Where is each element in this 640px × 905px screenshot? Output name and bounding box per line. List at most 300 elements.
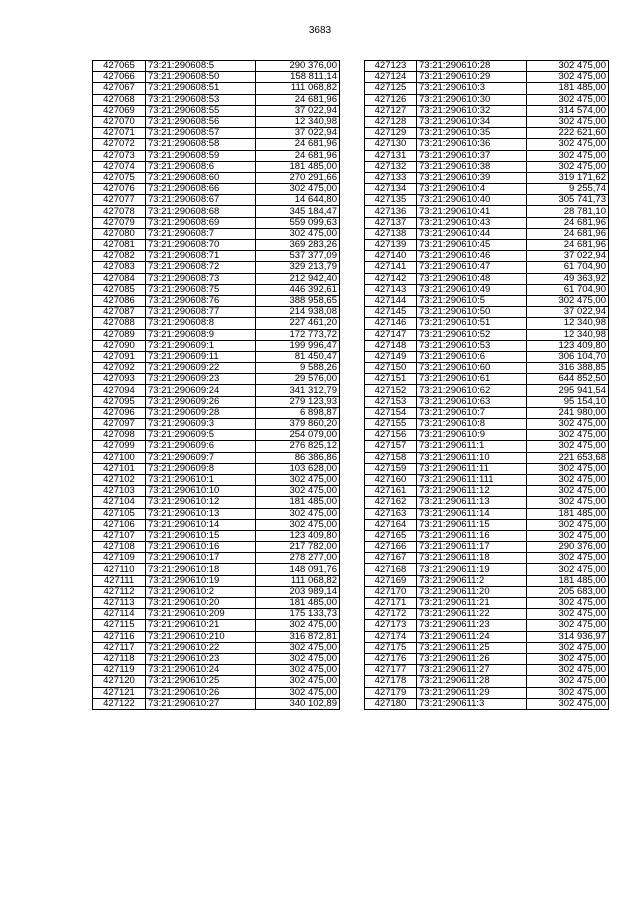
cadastral-value: 306 104,70 xyxy=(527,351,609,362)
cadastral-number: 73:21:290610:17 xyxy=(146,553,256,564)
cadastral-number: 73:21:290610:43 xyxy=(417,217,527,228)
table-row xyxy=(93,385,340,396)
cadastral-number: 73:21:290610:49 xyxy=(417,284,527,295)
cadastral-value: 302 475,00 xyxy=(527,72,609,83)
cadastral-value: 302 475,00 xyxy=(527,61,609,72)
table-row xyxy=(93,128,340,139)
cadastral-number: 73:21:290610:209 xyxy=(146,609,256,620)
cadastral-value: 302 475,00 xyxy=(527,609,609,620)
cadastral-number: 73:21:290611:11 xyxy=(417,463,527,474)
cadastral-value: 24 681,96 xyxy=(527,240,609,251)
table-row xyxy=(93,150,340,161)
cadastral-value: 316 388,85 xyxy=(527,363,609,374)
cadastral-value: 222 621,60 xyxy=(527,128,609,139)
cadastral-value: 24 681,96 xyxy=(527,217,609,228)
cadastral-number: 73:21:290609:28 xyxy=(146,407,256,418)
table-row xyxy=(93,284,340,295)
cadastral-value: 388 958,65 xyxy=(256,295,340,306)
table-row xyxy=(365,564,609,575)
row-number: 427096 xyxy=(93,407,146,418)
table-row xyxy=(365,374,609,385)
row-number: 427117 xyxy=(93,642,146,653)
row-number: 427077 xyxy=(93,195,146,206)
cadastral-number: 73:21:290611:22 xyxy=(417,609,527,620)
cadastral-value: 302 475,00 xyxy=(527,553,609,564)
table-row xyxy=(93,508,340,519)
cadastral-value: 37 022,94 xyxy=(256,128,340,139)
cadastral-number: 73:21:290608:6 xyxy=(146,161,256,172)
cadastral-number: 73:21:290610:40 xyxy=(417,195,527,206)
cadastral-number: 73:21:290610:2 xyxy=(146,586,256,597)
cadastral-value: 305 741,73 xyxy=(527,195,609,206)
table-row xyxy=(365,396,609,407)
row-number: 427099 xyxy=(93,441,146,452)
cadastral-number: 73:21:290611:111 xyxy=(417,474,527,485)
table-row xyxy=(365,251,609,262)
row-number: 427106 xyxy=(93,519,146,530)
cadastral-number: 73:21:290609:5 xyxy=(146,430,256,441)
cadastral-value: 302 475,00 xyxy=(527,441,609,452)
table-row xyxy=(365,83,609,94)
table-row xyxy=(93,575,340,586)
cadastral-value: 302 475,00 xyxy=(256,687,340,698)
cadastral-number: 73:21:290610:15 xyxy=(146,530,256,541)
cadastral-number: 73:21:290609:6 xyxy=(146,441,256,452)
row-number: 427078 xyxy=(93,206,146,217)
table-row xyxy=(93,407,340,418)
row-number: 427081 xyxy=(93,240,146,251)
table-row xyxy=(365,676,609,687)
table-row xyxy=(93,228,340,239)
table-row xyxy=(93,94,340,105)
cadastral-value: 302 475,00 xyxy=(527,530,609,541)
table-row xyxy=(365,609,609,620)
cadastral-value: 86 386,86 xyxy=(256,452,340,463)
cadastral-value: 103 628,00 xyxy=(256,463,340,474)
table-row xyxy=(365,273,609,284)
cadastral-number: 73:21:290610:30 xyxy=(417,94,527,105)
table-row xyxy=(93,463,340,474)
cadastral-number: 73:21:290611:18 xyxy=(417,553,527,564)
cadastral-value: 9 255,74 xyxy=(527,184,609,195)
cadastral-number: 73:21:290611:25 xyxy=(417,642,527,653)
cadastral-number: 73:21:290611:24 xyxy=(417,631,527,642)
cadastral-number: 73:21:290611:19 xyxy=(417,564,527,575)
cadastral-number: 73:21:290611:12 xyxy=(417,486,527,497)
row-number: 427092 xyxy=(93,363,146,374)
row-number: 427085 xyxy=(93,284,146,295)
row-number: 427075 xyxy=(93,172,146,183)
row-number: 427163 xyxy=(365,508,417,519)
table-row xyxy=(365,653,609,664)
cadastral-number: 73:21:290608:57 xyxy=(146,128,256,139)
table-row xyxy=(93,441,340,452)
table-row xyxy=(365,150,609,161)
row-number: 427175 xyxy=(365,642,417,653)
row-number: 427112 xyxy=(93,586,146,597)
table-row xyxy=(365,72,609,83)
row-number: 427144 xyxy=(365,295,417,306)
cadastral-value: 279 123,93 xyxy=(256,396,340,407)
table-row xyxy=(93,519,340,530)
cadastral-value: 181 485,00 xyxy=(527,83,609,94)
cadastral-value: 302 475,00 xyxy=(527,295,609,306)
cadastral-number: 73:21:290609:22 xyxy=(146,363,256,374)
cadastral-value: 24 681,96 xyxy=(256,94,340,105)
cadastral-value: 61 704,90 xyxy=(527,284,609,295)
cadastral-value: 205 683,00 xyxy=(527,586,609,597)
table-row xyxy=(365,698,609,709)
cadastral-number: 73:21:290609:7 xyxy=(146,452,256,463)
row-number: 427146 xyxy=(365,318,417,329)
cadastral-number: 73:21:290610:21 xyxy=(146,620,256,631)
row-number: 427091 xyxy=(93,351,146,362)
table-row xyxy=(365,94,609,105)
row-number: 427127 xyxy=(365,105,417,116)
cadastral-number: 73:21:290611:23 xyxy=(417,620,527,631)
cadastral-number: 73:21:290610:63 xyxy=(417,396,527,407)
cadastral-value: 302 475,00 xyxy=(527,419,609,430)
row-number: 427068 xyxy=(93,94,146,105)
cadastral-number: 73:21:290610:12 xyxy=(146,497,256,508)
table-row xyxy=(365,195,609,206)
cadastral-value: 290 376,00 xyxy=(527,542,609,553)
row-number: 427176 xyxy=(365,653,417,664)
cadastral-number: 73:21:290610:10 xyxy=(146,486,256,497)
table-row xyxy=(365,262,609,273)
cadastral-number: 73:21:290611:14 xyxy=(417,508,527,519)
cadastral-number: 73:21:290610:27 xyxy=(146,698,256,709)
table-row xyxy=(365,284,609,295)
cadastral-value: 302 475,00 xyxy=(527,642,609,653)
table-row xyxy=(365,419,609,430)
cadastral-value: 12 340,98 xyxy=(256,116,340,127)
row-number: 427108 xyxy=(93,542,146,553)
table-row xyxy=(93,676,340,687)
cadastral-number: 73:21:290610:45 xyxy=(417,240,527,251)
row-number: 427082 xyxy=(93,251,146,262)
cadastral-value: 302 475,00 xyxy=(527,474,609,485)
cadastral-value: 302 475,00 xyxy=(256,620,340,631)
row-number: 427173 xyxy=(365,620,417,631)
table-row xyxy=(365,519,609,530)
cadastral-number: 73:21:290610:14 xyxy=(146,519,256,530)
cadastral-value: 345 184,47 xyxy=(256,206,340,217)
row-number: 427138 xyxy=(365,228,417,239)
cadastral-number: 73:21:290608:55 xyxy=(146,105,256,116)
cadastral-value: 172 773,72 xyxy=(256,329,340,340)
table-row xyxy=(93,273,340,284)
row-number: 427128 xyxy=(365,116,417,127)
table-row xyxy=(93,262,340,273)
row-number: 427125 xyxy=(365,83,417,94)
cadastral-number: 73:21:290610:26 xyxy=(146,687,256,698)
row-number: 427152 xyxy=(365,385,417,396)
cadastral-number: 73:21:290608:59 xyxy=(146,150,256,161)
cadastral-value: 203 989,14 xyxy=(256,586,340,597)
cadastral-number: 73:21:290611:16 xyxy=(417,530,527,541)
row-number: 427156 xyxy=(365,430,417,441)
cadastral-value: 302 475,00 xyxy=(256,474,340,485)
cadastral-number: 73:21:290611:28 xyxy=(417,676,527,687)
cadastral-number: 73:21:290610:22 xyxy=(146,642,256,653)
row-number: 427180 xyxy=(365,698,417,709)
registry-table-right-body xyxy=(365,61,609,710)
cadastral-value: 559 099,63 xyxy=(256,217,340,228)
cadastral-value: 302 475,00 xyxy=(256,184,340,195)
table-row xyxy=(365,530,609,541)
table-row xyxy=(93,653,340,664)
cadastral-number: 73:21:290608:60 xyxy=(146,172,256,183)
table-row xyxy=(365,228,609,239)
row-number: 427094 xyxy=(93,385,146,396)
row-number: 427134 xyxy=(365,184,417,195)
table-row xyxy=(365,687,609,698)
cadastral-value: 181 485,00 xyxy=(256,497,340,508)
cadastral-value: 644 852,50 xyxy=(527,374,609,385)
row-number: 427080 xyxy=(93,228,146,239)
row-number: 427145 xyxy=(365,307,417,318)
row-number: 427164 xyxy=(365,519,417,530)
row-number: 427086 xyxy=(93,295,146,306)
cadastral-number: 73:21:290610:52 xyxy=(417,329,527,340)
table-row xyxy=(93,374,340,385)
cadastral-number: 73:21:290608:8 xyxy=(146,318,256,329)
row-number: 427120 xyxy=(93,676,146,687)
cadastral-value: 302 475,00 xyxy=(527,161,609,172)
cadastral-number: 73:21:290610:46 xyxy=(417,251,527,262)
cadastral-value: 319 171,62 xyxy=(527,172,609,183)
cadastral-number: 73:21:290610:20 xyxy=(146,598,256,609)
cadastral-value: 278 277,00 xyxy=(256,553,340,564)
cadastral-value: 24 681,96 xyxy=(527,228,609,239)
cadastral-number: 73:21:290610:3 xyxy=(417,83,527,94)
row-number: 427123 xyxy=(365,61,417,72)
table-row xyxy=(365,240,609,251)
cadastral-number: 73:21:290611:27 xyxy=(417,665,527,676)
cadastral-value: 302 475,00 xyxy=(527,94,609,105)
cadastral-number: 73:21:290611:13 xyxy=(417,497,527,508)
cadastral-value: 379 860,20 xyxy=(256,419,340,430)
row-number: 427097 xyxy=(93,419,146,430)
cadastral-value: 302 475,00 xyxy=(527,564,609,575)
row-number: 427084 xyxy=(93,273,146,284)
cadastral-number: 73:21:290608:75 xyxy=(146,284,256,295)
cadastral-value: 24 681,96 xyxy=(256,139,340,150)
table-row xyxy=(93,206,340,217)
row-number: 427171 xyxy=(365,598,417,609)
cadastral-number: 73:21:290610:41 xyxy=(417,206,527,217)
table-row xyxy=(93,631,340,642)
table-row xyxy=(93,564,340,575)
cadastral-value: 212 942,40 xyxy=(256,273,340,284)
table-row xyxy=(93,184,340,195)
row-number: 427121 xyxy=(93,687,146,698)
table-row xyxy=(93,116,340,127)
row-number: 427140 xyxy=(365,251,417,262)
cadastral-number: 73:21:290610:34 xyxy=(417,116,527,127)
cadastral-value: 295 941,54 xyxy=(527,385,609,396)
cadastral-number: 73:21:290610:53 xyxy=(417,340,527,351)
row-number: 427113 xyxy=(93,598,146,609)
cadastral-number: 73:21:290610:62 xyxy=(417,385,527,396)
row-number: 427111 xyxy=(93,575,146,586)
row-number: 427161 xyxy=(365,486,417,497)
table-row xyxy=(93,139,340,150)
row-number: 427153 xyxy=(365,396,417,407)
table-row xyxy=(365,542,609,553)
cadastral-value: 28 781,10 xyxy=(527,206,609,217)
row-number: 427122 xyxy=(93,698,146,709)
cadastral-value: 302 475,00 xyxy=(256,486,340,497)
table-row xyxy=(93,251,340,262)
table-row xyxy=(365,407,609,418)
row-number: 427070 xyxy=(93,116,146,127)
row-number: 427158 xyxy=(365,452,417,463)
table-row xyxy=(93,542,340,553)
row-number: 427093 xyxy=(93,374,146,385)
cadastral-value: 61 704,90 xyxy=(527,262,609,273)
table-row xyxy=(365,116,609,127)
cadastral-number: 73:21:290611:10 xyxy=(417,452,527,463)
cadastral-number: 73:21:290608:69 xyxy=(146,217,256,228)
row-number: 427071 xyxy=(93,128,146,139)
row-number: 427090 xyxy=(93,340,146,351)
table-row xyxy=(93,553,340,564)
table-row xyxy=(93,609,340,620)
table-row xyxy=(365,631,609,642)
table-row xyxy=(93,295,340,306)
row-number: 427131 xyxy=(365,150,417,161)
cadastral-value: 302 475,00 xyxy=(256,653,340,664)
cadastral-number: 73:21:290609:23 xyxy=(146,374,256,385)
cadastral-value: 302 475,00 xyxy=(527,653,609,664)
cadastral-value: 276 825,12 xyxy=(256,441,340,452)
cadastral-value: 12 340,98 xyxy=(527,318,609,329)
cadastral-number: 73:21:290610:7 xyxy=(417,407,527,418)
cadastral-number: 73:21:290609:8 xyxy=(146,463,256,474)
cadastral-value: 14 644,80 xyxy=(256,195,340,206)
cadastral-number: 73:21:290610:1 xyxy=(146,474,256,485)
row-number: 427115 xyxy=(93,620,146,631)
table-row xyxy=(93,340,340,351)
row-number: 427141 xyxy=(365,262,417,273)
row-number: 427129 xyxy=(365,128,417,139)
cadastral-number: 73:21:290610:38 xyxy=(417,161,527,172)
cadastral-number: 73:21:290610:29 xyxy=(417,72,527,83)
row-number: 427154 xyxy=(365,407,417,418)
row-number: 427079 xyxy=(93,217,146,228)
cadastral-value: 29 576,00 xyxy=(256,374,340,385)
registry-table-left-body xyxy=(93,61,340,710)
cadastral-value: 123 409,80 xyxy=(256,530,340,541)
row-number: 427074 xyxy=(93,161,146,172)
cadastral-value: 111 068,82 xyxy=(256,83,340,94)
cadastral-value: 302 475,00 xyxy=(256,665,340,676)
cadastral-number: 73:21:290608:51 xyxy=(146,83,256,94)
row-number: 427167 xyxy=(365,553,417,564)
row-number: 427110 xyxy=(93,564,146,575)
cadastral-number: 73:21:290610:25 xyxy=(146,676,256,687)
cadastral-value: 446 392,61 xyxy=(256,284,340,295)
cadastral-number: 73:21:290608:53 xyxy=(146,94,256,105)
row-number: 427162 xyxy=(365,497,417,508)
cadastral-value: 302 475,00 xyxy=(527,139,609,150)
cadastral-number: 73:21:290608:70 xyxy=(146,240,256,251)
cadastral-value: 221 653,68 xyxy=(527,452,609,463)
row-number: 427087 xyxy=(93,307,146,318)
cadastral-value: 314 936,97 xyxy=(527,631,609,642)
cadastral-value: 340 102,89 xyxy=(256,698,340,709)
row-number: 427065 xyxy=(93,61,146,72)
table-row xyxy=(93,586,340,597)
table-row xyxy=(365,463,609,474)
cadastral-value: 341 312,79 xyxy=(256,385,340,396)
row-number: 427088 xyxy=(93,318,146,329)
registry-table-left xyxy=(92,60,340,710)
table-row xyxy=(365,385,609,396)
cadastral-value: 214 938,08 xyxy=(256,307,340,318)
row-number: 427174 xyxy=(365,631,417,642)
cadastral-value: 227 461,20 xyxy=(256,318,340,329)
row-number: 427102 xyxy=(93,474,146,485)
table-row xyxy=(93,530,340,541)
registry-table-right xyxy=(364,60,609,710)
row-number: 427104 xyxy=(93,497,146,508)
table-row xyxy=(365,61,609,72)
cadastral-number: 73:21:290608:50 xyxy=(146,72,256,83)
table-row xyxy=(365,642,609,653)
cadastral-value: 6 898,87 xyxy=(256,407,340,418)
table-row xyxy=(93,665,340,676)
row-number: 427151 xyxy=(365,374,417,385)
table-row xyxy=(93,698,340,709)
cadastral-value: 302 475,00 xyxy=(527,150,609,161)
table-row xyxy=(365,553,609,564)
row-number: 427072 xyxy=(93,139,146,150)
row-number: 427126 xyxy=(365,94,417,105)
table-row xyxy=(365,105,609,116)
cadastral-value: 302 475,00 xyxy=(527,519,609,530)
table-row xyxy=(93,105,340,116)
cadastral-number: 73:21:290610:32 xyxy=(417,105,527,116)
row-number: 427147 xyxy=(365,329,417,340)
cadastral-number: 73:21:290610:18 xyxy=(146,564,256,575)
table-row xyxy=(365,351,609,362)
row-number: 427133 xyxy=(365,172,417,183)
cadastral-number: 73:21:290611:20 xyxy=(417,586,527,597)
cadastral-value: 302 475,00 xyxy=(527,665,609,676)
table-row xyxy=(365,486,609,497)
cadastral-number: 73:21:290608:5 xyxy=(146,61,256,72)
cadastral-value: 181 485,00 xyxy=(256,161,340,172)
row-number: 427105 xyxy=(93,508,146,519)
row-number: 427132 xyxy=(365,161,417,172)
cadastral-value: 302 475,00 xyxy=(527,687,609,698)
row-number: 427073 xyxy=(93,150,146,161)
cadastral-value: 148 091,76 xyxy=(256,564,340,575)
cadastral-number: 73:21:290611:3 xyxy=(417,698,527,709)
row-number: 427076 xyxy=(93,184,146,195)
cadastral-value: 254 079,00 xyxy=(256,430,340,441)
cadastral-value: 302 475,00 xyxy=(256,642,340,653)
row-number: 427155 xyxy=(365,419,417,430)
cadastral-number: 73:21:290609:11 xyxy=(146,351,256,362)
table-row xyxy=(365,329,609,340)
row-number: 427168 xyxy=(365,564,417,575)
cadastral-value: 302 475,00 xyxy=(527,497,609,508)
table-row xyxy=(365,452,609,463)
